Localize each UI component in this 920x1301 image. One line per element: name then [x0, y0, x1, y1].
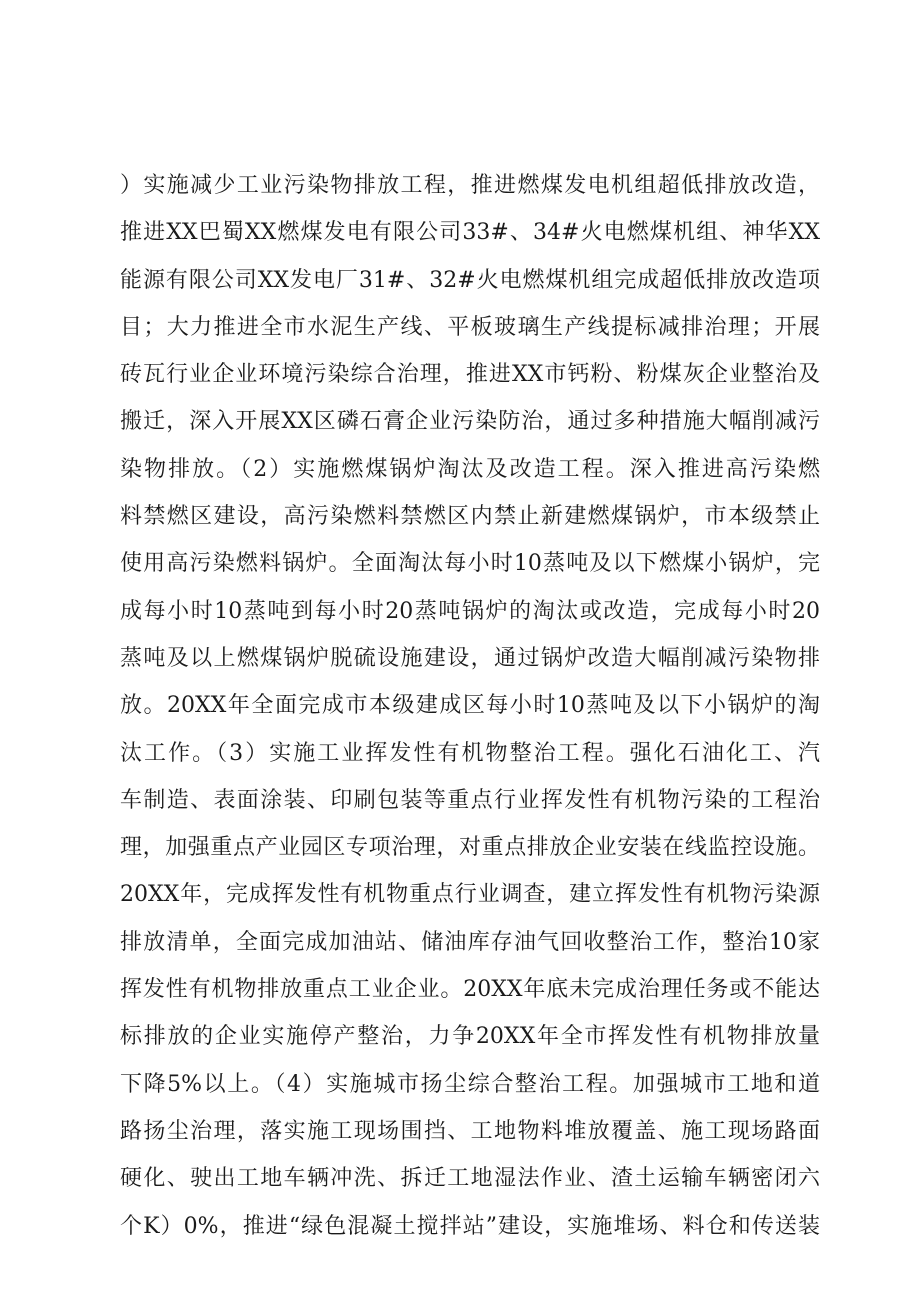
text-line: 成每小时10蒸吨到每小时20蒸吨锅炉的淘汰或改造，完成每小时20	[120, 598, 820, 624]
text-line: 砖瓦行业企业环境污染综合治理，推进XX市钙粉、粉煤灰企业整治及	[120, 362, 820, 388]
body-text	[120, 162, 820, 1250]
text-line: 标排放的企业实施停产整治，力争20XX年全市挥发性有机物排放量	[120, 1024, 820, 1050]
text-line: 个K）0%，推进“绿色混凝土搅拌站”建设，实施堆场、料仓和传送装	[120, 1213, 820, 1239]
text-line: 下降5%以上。（4）实施城市扬尘综合整治工程。加强城市工地和道	[120, 1071, 820, 1097]
text-line: ）实施减少工业污染物排放工程，推进燃煤发电机组超低排放改造，	[120, 173, 820, 198]
text-line: 20XX年，完成挥发性有机物重点行业调查，建立挥发性有机物污染源	[120, 882, 820, 908]
text-line: 放。20XX年全面完成市本级建成区每小时10蒸吨及以下小锅炉的淘	[120, 693, 820, 719]
text-line: 推进XX巴蜀XX燃煤发电有限公司33#、34#火电燃煤机组、神华XX	[120, 220, 820, 246]
text-line: 蒸吨及以上燃煤锅炉脱硫设施建设，通过锅炉改造大幅削减污染物排	[120, 645, 820, 671]
text-line: 染物排放。（2）实施燃煤锅炉淘汰及改造工程。深入推进高污染燃	[120, 456, 820, 482]
text-line: 使用高污染燃料锅炉。全面淘汰每小时10蒸吨及以下燃煤小锅炉，完	[120, 551, 820, 577]
text-line: 排放清单，全面完成加油站、储油库存油气回收整治工作，整治10家	[120, 929, 820, 955]
text-line: 能源有限公司XX发电厂31#、32#火电燃煤机组完成超低排放改造项	[120, 267, 820, 293]
text-line: 挥发性有机物排放重点工业企业。20XX年底未完成治理任务或不能达	[120, 977, 820, 1003]
text-line: 料禁燃区建设，高污染燃料禁燃区内禁止新建燃煤锅炉，市本级禁止	[120, 504, 820, 530]
text-line: 理，加强重点产业园区专项治理，对重点排放企业安装在线监控设施。	[120, 835, 820, 861]
text-line: 车制造、表面涂装、印刷包装等重点行业挥发性有机物污染的工程治	[120, 787, 820, 813]
text-line: 目；大力推进全市水泥生产线、平板玻璃生产线提标减排治理；开展	[120, 314, 820, 340]
text-line: 硬化、驶出工地车辆冲洗、拆迁工地湿法作业、渣土运输车辆密闭六	[120, 1166, 820, 1192]
text-line: 路扬尘治理，落实施工现场围挡、工地物料堆放覆盖、施工现场路面	[120, 1118, 820, 1144]
text-line: 汰工作。（3）实施工业挥发性有机物整治工程。强化石油化工、汽	[120, 740, 820, 766]
text-line: 搬迁，深入开展XX区磷石膏企业污染防治，通过多种措施大幅削减污	[120, 409, 820, 435]
